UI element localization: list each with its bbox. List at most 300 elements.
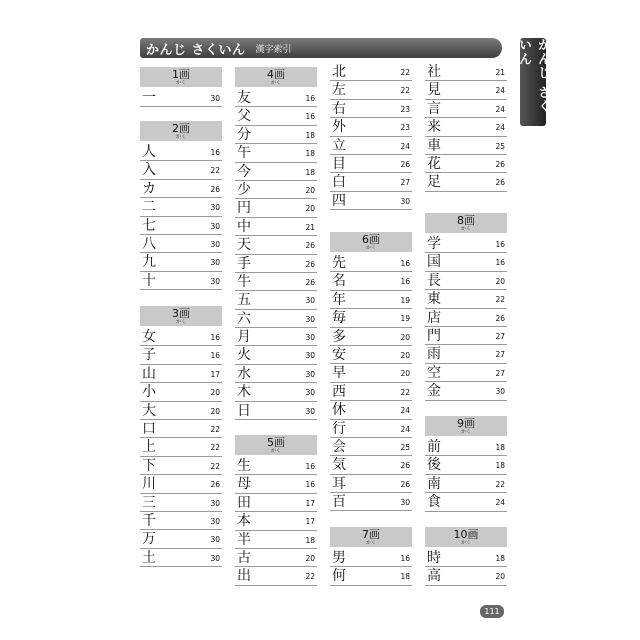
kanji-character: 外 xyxy=(332,119,346,136)
kanji-page-number: 30 xyxy=(210,516,220,526)
kanji-entry[interactable] xyxy=(425,345,507,363)
kanji-character: 母 xyxy=(237,476,251,493)
kanji-entry[interactable] xyxy=(425,272,507,290)
stroke-count-label: 6画 xyxy=(362,233,380,246)
stroke-count-label: 2画 xyxy=(172,122,190,135)
kanji-entry[interactable] xyxy=(140,494,222,512)
kanji-page-number: 26 xyxy=(210,184,220,194)
index-title-bar xyxy=(140,38,502,58)
kanji-character: 十 xyxy=(142,272,156,289)
kanji-page-number: 20 xyxy=(305,185,315,195)
kanji-page-number: 26 xyxy=(495,178,505,188)
stroke-group xyxy=(235,435,317,586)
stroke-group xyxy=(235,67,317,420)
stroke-count-label: 10画 xyxy=(453,528,479,541)
kanji-entry[interactable] xyxy=(330,254,412,272)
kanji-character: 足 xyxy=(427,174,441,191)
kanji-page-number: 16 xyxy=(210,333,220,342)
stroke-count-ruby: かく xyxy=(270,80,281,86)
kanji-character: 日 xyxy=(237,402,251,419)
kanji-character: 言 xyxy=(427,100,441,117)
kanji-character: 会 xyxy=(332,438,346,455)
kanji-character: 友 xyxy=(237,90,251,106)
kanji-page-number: 16 xyxy=(305,94,315,103)
kanji-entry[interactable] xyxy=(330,137,412,155)
kanji-character: 人 xyxy=(142,144,156,160)
kanji-page-number: 16 xyxy=(210,351,220,361)
kanji-character: 川 xyxy=(142,476,156,493)
kanji-page-number: 24 xyxy=(400,424,410,434)
kanji-entry[interactable] xyxy=(235,531,317,549)
kanji-page-number: 22 xyxy=(210,443,220,453)
kanji-entry[interactable] xyxy=(140,549,222,567)
kanji-page-number: 18 xyxy=(305,535,315,545)
kanji-page-number: 17 xyxy=(210,369,220,379)
kanji-entry[interactable] xyxy=(235,328,317,346)
kanji-page-number: 30 xyxy=(305,369,315,379)
kanji-character: 千 xyxy=(142,512,156,529)
kanji-character: 空 xyxy=(427,364,441,381)
kanji-entry[interactable] xyxy=(425,253,507,271)
kanji-character: 二 xyxy=(142,199,156,216)
kanji-entry[interactable] xyxy=(425,309,507,327)
kanji-page-number: 26 xyxy=(400,461,410,471)
stroke-group xyxy=(330,232,412,511)
kanji-page-number: 16 xyxy=(210,148,220,157)
kanji-entry[interactable] xyxy=(235,383,317,401)
kanji-character: カ xyxy=(142,180,156,197)
kanji-entry[interactable] xyxy=(425,100,507,118)
stroke-group xyxy=(425,213,507,401)
kanji-character: 百 xyxy=(332,494,346,511)
kanji-entry[interactable] xyxy=(235,402,317,420)
kanji-page-number: 20 xyxy=(400,332,410,342)
stroke-group xyxy=(330,63,412,210)
kanji-page-number: 22 xyxy=(305,572,315,582)
kanji-page-number: 18 xyxy=(305,149,315,159)
kanji-entry[interactable] xyxy=(140,530,222,548)
kanji-page-number: 30 xyxy=(305,314,315,324)
kanji-entry[interactable] xyxy=(425,382,507,400)
stroke-count-label: 5画 xyxy=(267,436,285,449)
kanji-page-number: 22 xyxy=(210,424,220,434)
stroke-group-header xyxy=(140,306,222,326)
kanji-entry[interactable] xyxy=(330,155,412,173)
kanji-page-number: 30 xyxy=(210,221,220,231)
kanji-character: 今 xyxy=(237,163,251,180)
kanji-page-number: 20 xyxy=(400,350,410,360)
kanji-character: 午 xyxy=(237,145,251,162)
kanji-character: 食 xyxy=(427,494,441,511)
kanji-entry[interactable] xyxy=(425,493,507,511)
kanji-character: 生 xyxy=(237,458,251,474)
stroke-count-ruby: かく xyxy=(365,540,376,546)
kanji-character: 左 xyxy=(332,82,346,99)
kanji-character: 来 xyxy=(427,119,441,136)
kanji-entry[interactable] xyxy=(140,198,222,216)
stroke-count-ruby: かく xyxy=(175,80,186,86)
kanji-page-number: 18 xyxy=(400,572,410,582)
kanji-entry[interactable] xyxy=(330,438,412,456)
kanji-entry[interactable] xyxy=(140,438,222,456)
stroke-count-ruby: かく xyxy=(460,226,471,232)
kanji-page-number: 30 xyxy=(495,387,505,397)
kanji-character: 国 xyxy=(427,254,441,271)
kanji-page-number: 16 xyxy=(305,112,315,122)
kanji-page-number: 20 xyxy=(210,388,220,398)
kanji-page-number: 30 xyxy=(210,94,220,103)
kanji-page-number: 30 xyxy=(305,388,315,398)
kanji-page-number: 20 xyxy=(495,572,505,582)
kanji-character: 多 xyxy=(332,328,346,345)
kanji-character: 気 xyxy=(332,457,346,474)
kanji-entry[interactable] xyxy=(425,475,507,493)
kanji-entry[interactable] xyxy=(330,63,412,81)
kanji-page-number: 30 xyxy=(210,276,220,286)
kanji-character: 手 xyxy=(237,255,251,272)
kanji-page-number: 24 xyxy=(400,141,410,151)
kanji-entry[interactable] xyxy=(425,438,507,456)
stroke-count-label: 9画 xyxy=(457,417,475,430)
kanji-page-number: 18 xyxy=(495,554,505,563)
kanji-page-number: 22 xyxy=(495,479,505,489)
kanji-page-number: 30 xyxy=(210,239,220,249)
kanji-character: 北 xyxy=(332,64,346,80)
kanji-entry[interactable] xyxy=(330,118,412,136)
kanji-page-number: 23 xyxy=(400,123,410,133)
kanji-entry[interactable] xyxy=(330,401,412,419)
kanji-character: 休 xyxy=(332,402,346,419)
stroke-count-label: 3画 xyxy=(172,307,190,320)
kanji-character: 子 xyxy=(142,347,156,364)
kanji-page-number: 26 xyxy=(305,241,315,251)
kanji-entry[interactable] xyxy=(235,512,317,530)
kanji-character: 本 xyxy=(237,513,251,530)
kanji-page-number: 26 xyxy=(400,159,410,169)
kanji-page-number: 30 xyxy=(210,535,220,545)
kanji-page-number: 16 xyxy=(495,258,505,268)
kanji-character: 毎 xyxy=(332,310,346,327)
kanji-page-number: 30 xyxy=(210,553,220,563)
stroke-group-header xyxy=(425,213,507,233)
stroke-group-header xyxy=(140,67,222,87)
kanji-page-number: 24 xyxy=(495,498,505,508)
kanji-character: 行 xyxy=(332,420,346,437)
kanji-character: 六 xyxy=(237,310,251,327)
kanji-character: 火 xyxy=(237,347,251,364)
kanji-page-number: 20 xyxy=(305,204,315,214)
kanji-entry[interactable] xyxy=(235,494,317,512)
kanji-entry[interactable] xyxy=(425,137,507,155)
kanji-entry[interactable] xyxy=(140,328,222,346)
kanji-page-number: 30 xyxy=(210,203,220,213)
kanji-character: 天 xyxy=(237,237,251,254)
kanji-entry[interactable] xyxy=(140,272,222,290)
kanji-page-number: 24 xyxy=(495,104,505,114)
stroke-count-ruby: かく xyxy=(365,245,376,251)
kanji-character: 土 xyxy=(142,549,156,566)
stroke-group-header xyxy=(330,232,412,252)
kanji-page-number: 30 xyxy=(305,333,315,343)
kanji-entry[interactable] xyxy=(235,218,317,236)
stroke-group xyxy=(140,67,222,107)
kanji-character: 田 xyxy=(237,494,251,511)
kanji-entry[interactable] xyxy=(235,236,317,254)
kanji-page-number: 25 xyxy=(400,442,410,452)
kanji-character: 耳 xyxy=(332,475,346,492)
kanji-page-number: 27 xyxy=(495,331,505,341)
kanji-entry[interactable] xyxy=(425,155,507,173)
kanji-character: 山 xyxy=(142,365,156,382)
kanji-character: 四 xyxy=(332,192,346,209)
kanji-character: 南 xyxy=(427,475,441,492)
kanji-entry[interactable] xyxy=(140,420,222,438)
kanji-entry[interactable] xyxy=(425,327,507,345)
kanji-page-number: 17 xyxy=(305,517,315,527)
kanji-page-number: 16 xyxy=(305,462,315,471)
kanji-entry[interactable] xyxy=(425,290,507,308)
stroke-group xyxy=(140,121,222,290)
stroke-count-ruby: かく xyxy=(175,134,186,140)
kanji-entry[interactable] xyxy=(140,235,222,253)
kanji-page-number: 18 xyxy=(495,461,505,471)
kanji-page-number: 22 xyxy=(400,68,410,77)
kanji-entry[interactable] xyxy=(140,383,222,401)
kanji-character: 父 xyxy=(237,108,251,125)
kanji-character: 門 xyxy=(427,327,441,344)
kanji-entry[interactable] xyxy=(330,291,412,309)
kanji-page-number: 26 xyxy=(495,313,505,323)
kanji-page-number: 23 xyxy=(400,104,410,114)
kanji-character: 一 xyxy=(142,90,156,106)
kanji-entry[interactable] xyxy=(235,291,317,309)
kanji-page-number: 21 xyxy=(305,222,315,232)
kanji-page-number: 30 xyxy=(305,351,315,361)
kanji-entry[interactable] xyxy=(235,181,317,199)
kanji-entry[interactable] xyxy=(330,346,412,364)
kanji-entry[interactable] xyxy=(235,567,317,585)
kanji-character: 名 xyxy=(332,273,346,290)
kanji-page-number: 22 xyxy=(400,387,410,397)
kanji-character: 五 xyxy=(237,292,251,309)
kanji-page-number: 20 xyxy=(305,553,315,563)
kanji-page-number: 26 xyxy=(305,277,315,287)
stroke-group-header xyxy=(330,527,412,547)
kanji-entry[interactable] xyxy=(425,364,507,382)
kanji-entry[interactable] xyxy=(140,143,222,161)
kanji-entry[interactable] xyxy=(140,253,222,271)
kanji-entry[interactable] xyxy=(330,173,412,191)
kanji-entry[interactable] xyxy=(330,328,412,346)
kanji-page-number: 19 xyxy=(400,314,410,324)
kanji-page-number: 20 xyxy=(210,406,220,416)
kanji-entry[interactable] xyxy=(425,235,507,253)
kanji-character: 東 xyxy=(427,291,441,308)
kanji-character: 出 xyxy=(237,568,251,585)
kanji-character: 牛 xyxy=(237,273,251,290)
kanji-character: 先 xyxy=(332,255,346,271)
kanji-entry[interactable] xyxy=(140,217,222,235)
kanji-character: 安 xyxy=(332,346,346,363)
stroke-group xyxy=(330,527,412,586)
kanji-character: 立 xyxy=(332,137,346,154)
kanji-entry[interactable] xyxy=(425,173,507,191)
kanji-page-number: 22 xyxy=(495,295,505,305)
kanji-character: 花 xyxy=(427,155,441,172)
kanji-page-number: 21 xyxy=(495,68,505,77)
kanji-page-number: 24 xyxy=(495,86,505,96)
kanji-character: 上 xyxy=(142,439,156,456)
kanji-entry[interactable] xyxy=(330,100,412,118)
kanji-page-number: 19 xyxy=(400,295,410,305)
kanji-entry[interactable] xyxy=(235,144,317,162)
kanji-entry[interactable] xyxy=(235,365,317,383)
kanji-entry[interactable] xyxy=(425,456,507,474)
kanji-character: 入 xyxy=(142,162,156,179)
kanji-entry[interactable] xyxy=(235,475,317,493)
kanji-entry[interactable] xyxy=(235,199,317,217)
kanji-page-number: 26 xyxy=(210,480,220,490)
kanji-entry[interactable] xyxy=(425,567,507,585)
kanji-page-number: 27 xyxy=(400,178,410,188)
kanji-page-number: 22 xyxy=(210,461,220,471)
kanji-character: 高 xyxy=(427,568,441,585)
kanji-entry[interactable] xyxy=(140,180,222,198)
kanji-entry[interactable] xyxy=(235,273,317,291)
kanji-character: 木 xyxy=(237,384,251,401)
kanji-entry[interactable] xyxy=(140,402,222,420)
kanji-entry[interactable] xyxy=(330,383,412,401)
stroke-count-ruby: かく xyxy=(270,448,281,454)
kanji-character: 学 xyxy=(427,236,441,252)
kanji-entry[interactable] xyxy=(330,567,412,585)
kanji-page-number: 18 xyxy=(495,443,505,452)
kanji-page-number: 20 xyxy=(495,276,505,286)
kanji-page-number: 17 xyxy=(305,498,315,508)
kanji-entry[interactable] xyxy=(140,365,222,383)
stroke-group xyxy=(425,527,507,586)
side-index-tab[interactable]: かんじ さくいん xyxy=(520,38,546,126)
kanji-entry[interactable] xyxy=(330,420,412,438)
stroke-group xyxy=(140,306,222,567)
kanji-page-number: 16 xyxy=(400,259,410,268)
page-title: かんじ さくいん xyxy=(146,42,246,58)
stroke-count-label: 8画 xyxy=(457,214,475,227)
stroke-group-header xyxy=(425,527,507,547)
kanji-character: 分 xyxy=(237,126,251,143)
kanji-entry[interactable] xyxy=(140,512,222,530)
stroke-group xyxy=(425,63,507,192)
stroke-group-header xyxy=(235,67,317,87)
kanji-entry[interactable] xyxy=(330,272,412,290)
kanji-entry[interactable] xyxy=(235,346,317,364)
kanji-entry[interactable] xyxy=(425,549,507,567)
kanji-character: 下 xyxy=(142,457,156,474)
kanji-entry[interactable] xyxy=(425,81,507,99)
kanji-entry[interactable] xyxy=(140,457,222,475)
kanji-page-number: 18 xyxy=(305,130,315,140)
kanji-entry[interactable] xyxy=(330,309,412,327)
kanji-character: 車 xyxy=(427,137,441,154)
kanji-page-number: 30 xyxy=(210,498,220,508)
kanji-entry[interactable] xyxy=(140,89,222,107)
kanji-entry[interactable] xyxy=(330,456,412,474)
kanji-character: 中 xyxy=(237,218,251,235)
kanji-character: 西 xyxy=(332,383,346,400)
page-subtitle: 漢字索引 xyxy=(255,44,292,55)
stroke-count-label: 7画 xyxy=(362,528,380,541)
kanji-character: 年 xyxy=(332,291,346,308)
kanji-character: 三 xyxy=(142,494,156,511)
kanji-character: 水 xyxy=(237,365,251,382)
kanji-page-number: 16 xyxy=(495,240,505,249)
kanji-page-number: 26 xyxy=(305,259,315,269)
kanji-entry[interactable] xyxy=(235,457,317,475)
kanji-entry[interactable] xyxy=(425,63,507,81)
kanji-entry[interactable] xyxy=(330,81,412,99)
kanji-entry[interactable] xyxy=(140,475,222,493)
kanji-entry[interactable] xyxy=(140,346,222,364)
kanji-entry[interactable] xyxy=(235,255,317,273)
stroke-count-ruby: かく xyxy=(460,429,471,435)
kanji-character: 大 xyxy=(142,402,156,419)
kanji-character: 八 xyxy=(142,235,156,252)
kanji-entry[interactable] xyxy=(330,364,412,382)
stroke-count-ruby: かく xyxy=(175,319,186,325)
kanji-page-number: 27 xyxy=(495,368,505,378)
kanji-entry[interactable] xyxy=(330,493,412,511)
kanji-character: 九 xyxy=(142,254,156,271)
kanji-character: 店 xyxy=(427,309,441,326)
stroke-group-header xyxy=(140,121,222,141)
kanji-character: 男 xyxy=(332,550,346,566)
kanji-entry[interactable] xyxy=(235,310,317,328)
kanji-character: 女 xyxy=(142,329,156,345)
kanji-character: 円 xyxy=(237,200,251,217)
kanji-character: 口 xyxy=(142,420,156,437)
kanji-page-number: 30 xyxy=(305,406,315,416)
kanji-entry[interactable] xyxy=(235,163,317,181)
kanji-entry[interactable] xyxy=(330,549,412,567)
kanji-character: 雨 xyxy=(427,346,441,363)
kanji-page-number: 18 xyxy=(305,167,315,177)
kanji-character: 半 xyxy=(237,531,251,548)
kanji-character: 長 xyxy=(427,272,441,289)
kanji-entry[interactable] xyxy=(425,118,507,136)
stroke-group-header xyxy=(235,435,317,455)
kanji-character: 右 xyxy=(332,100,346,117)
kanji-entry[interactable] xyxy=(330,475,412,493)
stroke-count-ruby: かく xyxy=(460,540,471,546)
kanji-entry[interactable] xyxy=(235,89,317,107)
kanji-entry[interactable] xyxy=(140,161,222,179)
kanji-entry[interactable] xyxy=(235,126,317,144)
kanji-entry[interactable] xyxy=(235,549,317,567)
kanji-page-number: 26 xyxy=(400,479,410,489)
kanji-character: 月 xyxy=(237,329,251,346)
kanji-entry[interactable] xyxy=(330,192,412,210)
kanji-entry[interactable] xyxy=(235,107,317,125)
kanji-character: 早 xyxy=(332,365,346,382)
kanji-character: 社 xyxy=(427,64,441,80)
kanji-character: 見 xyxy=(427,82,441,99)
kanji-page-number: 30 xyxy=(400,498,410,508)
kanji-character: 万 xyxy=(142,531,156,548)
stroke-count-label: 1画 xyxy=(172,68,190,81)
kanji-character: 白 xyxy=(332,174,346,191)
stroke-count-label: 4画 xyxy=(267,68,285,81)
kanji-page-number: 16 xyxy=(400,277,410,287)
